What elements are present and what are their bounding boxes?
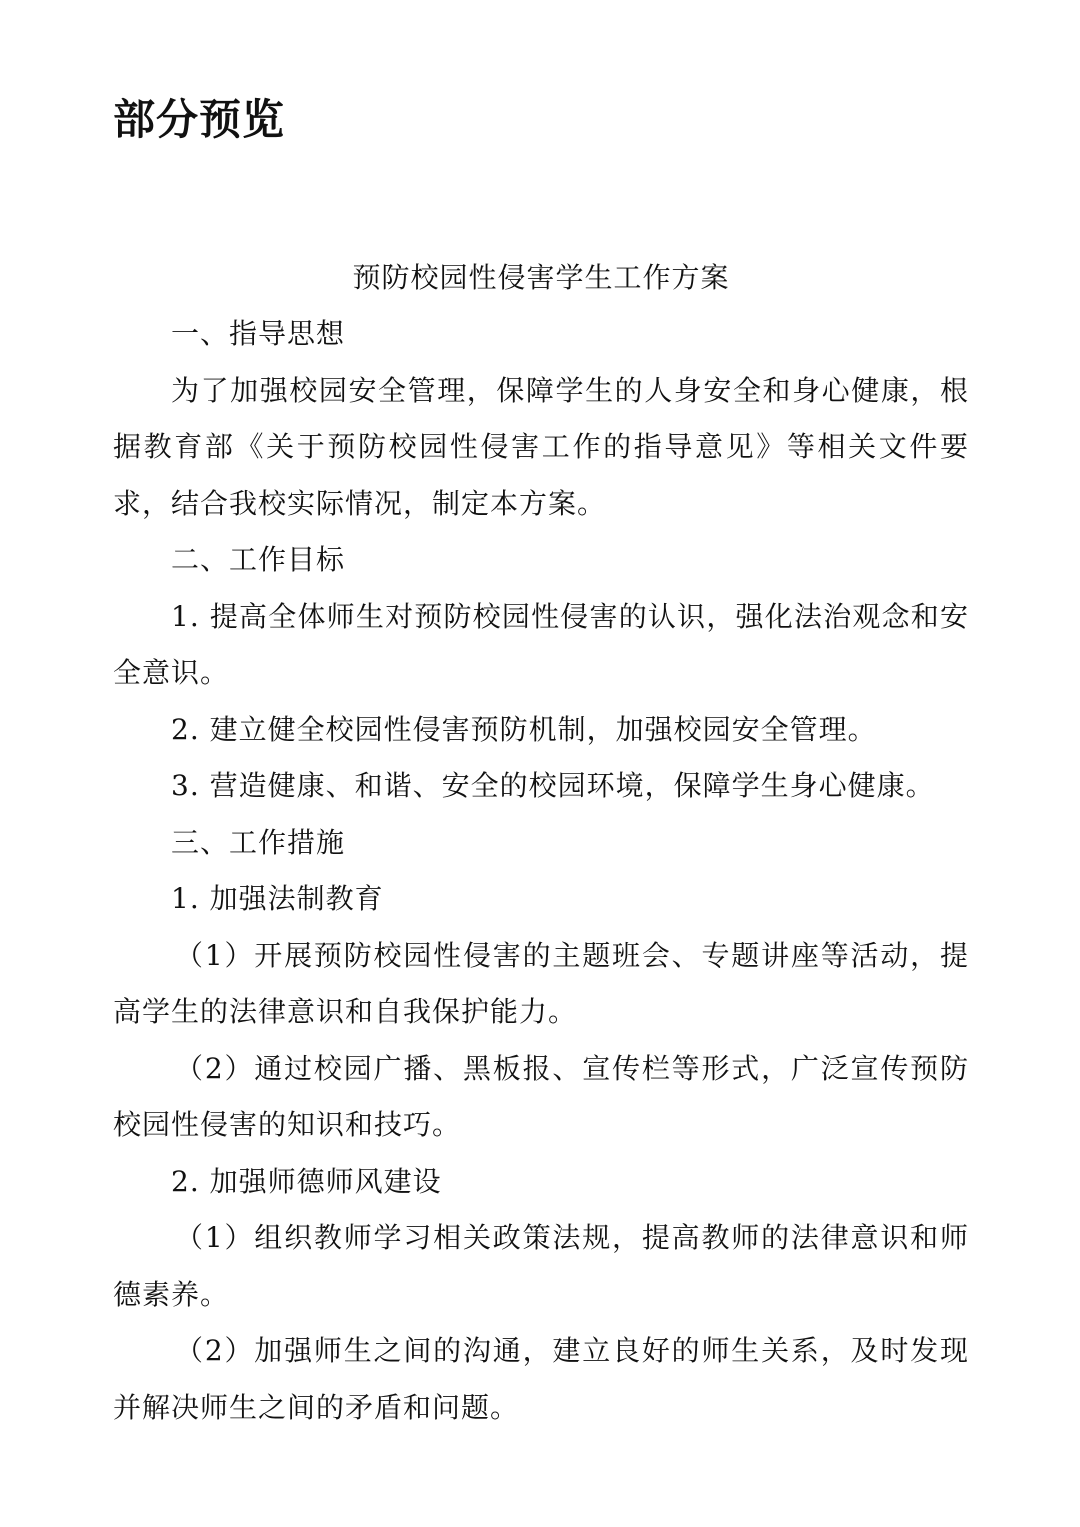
subsection-heading: 1. 加强法制教育 [171,882,384,915]
subsection-heading: 2. 加强师德师风建设 [171,1164,442,1198]
document-body [113,250,969,1436]
document-title: 预防校园性侵害学生工作方案 [352,261,730,294]
section-heading: 三、工作措施 [171,825,346,859]
body-paragraph: 为了加强校园安全管理，保障学生的人身安全和身心健康，根据教育部《关于预防校园性侵害工作的指导意见》等相关文件要求，结合我校实际情况，制定本方案。 [113,373,969,520]
sub-item: （2）加强师生之间的沟通，建立良好的师生关系，及时发现并解决师生之间的矛盾和问题。 [113,1334,969,1424]
sub-item: （1）开展预防校园性侵害的主题班会、专题讲座等活动，提高学生的法律意识和自我保护能力。 [113,938,969,1028]
section-heading: 二、工作目标 [171,543,346,576]
list-item: 1. 提高全体师生对预防校园性侵害的认识，强化法治观念和安全意识。 [113,599,969,689]
sub-item: （1）组织教师学习相关政策法规，提高教师的法律意识和师德素养。 [113,1221,969,1311]
sub-item: （2）通过校园广播、黑板报、宣传栏等形式，广泛宣传预防校园性侵害的知识和技巧。 [113,1051,969,1141]
section-heading: 一、指导思想 [171,317,346,350]
list-item: 3. 营造健康、和谐、安全的校园环境，保障学生身心健康。 [171,769,935,802]
preview-label: 部分预览 [113,95,286,144]
list-item: 2. 建立健全校园性侵害预防机制，加强校园安全管理。 [171,712,877,746]
